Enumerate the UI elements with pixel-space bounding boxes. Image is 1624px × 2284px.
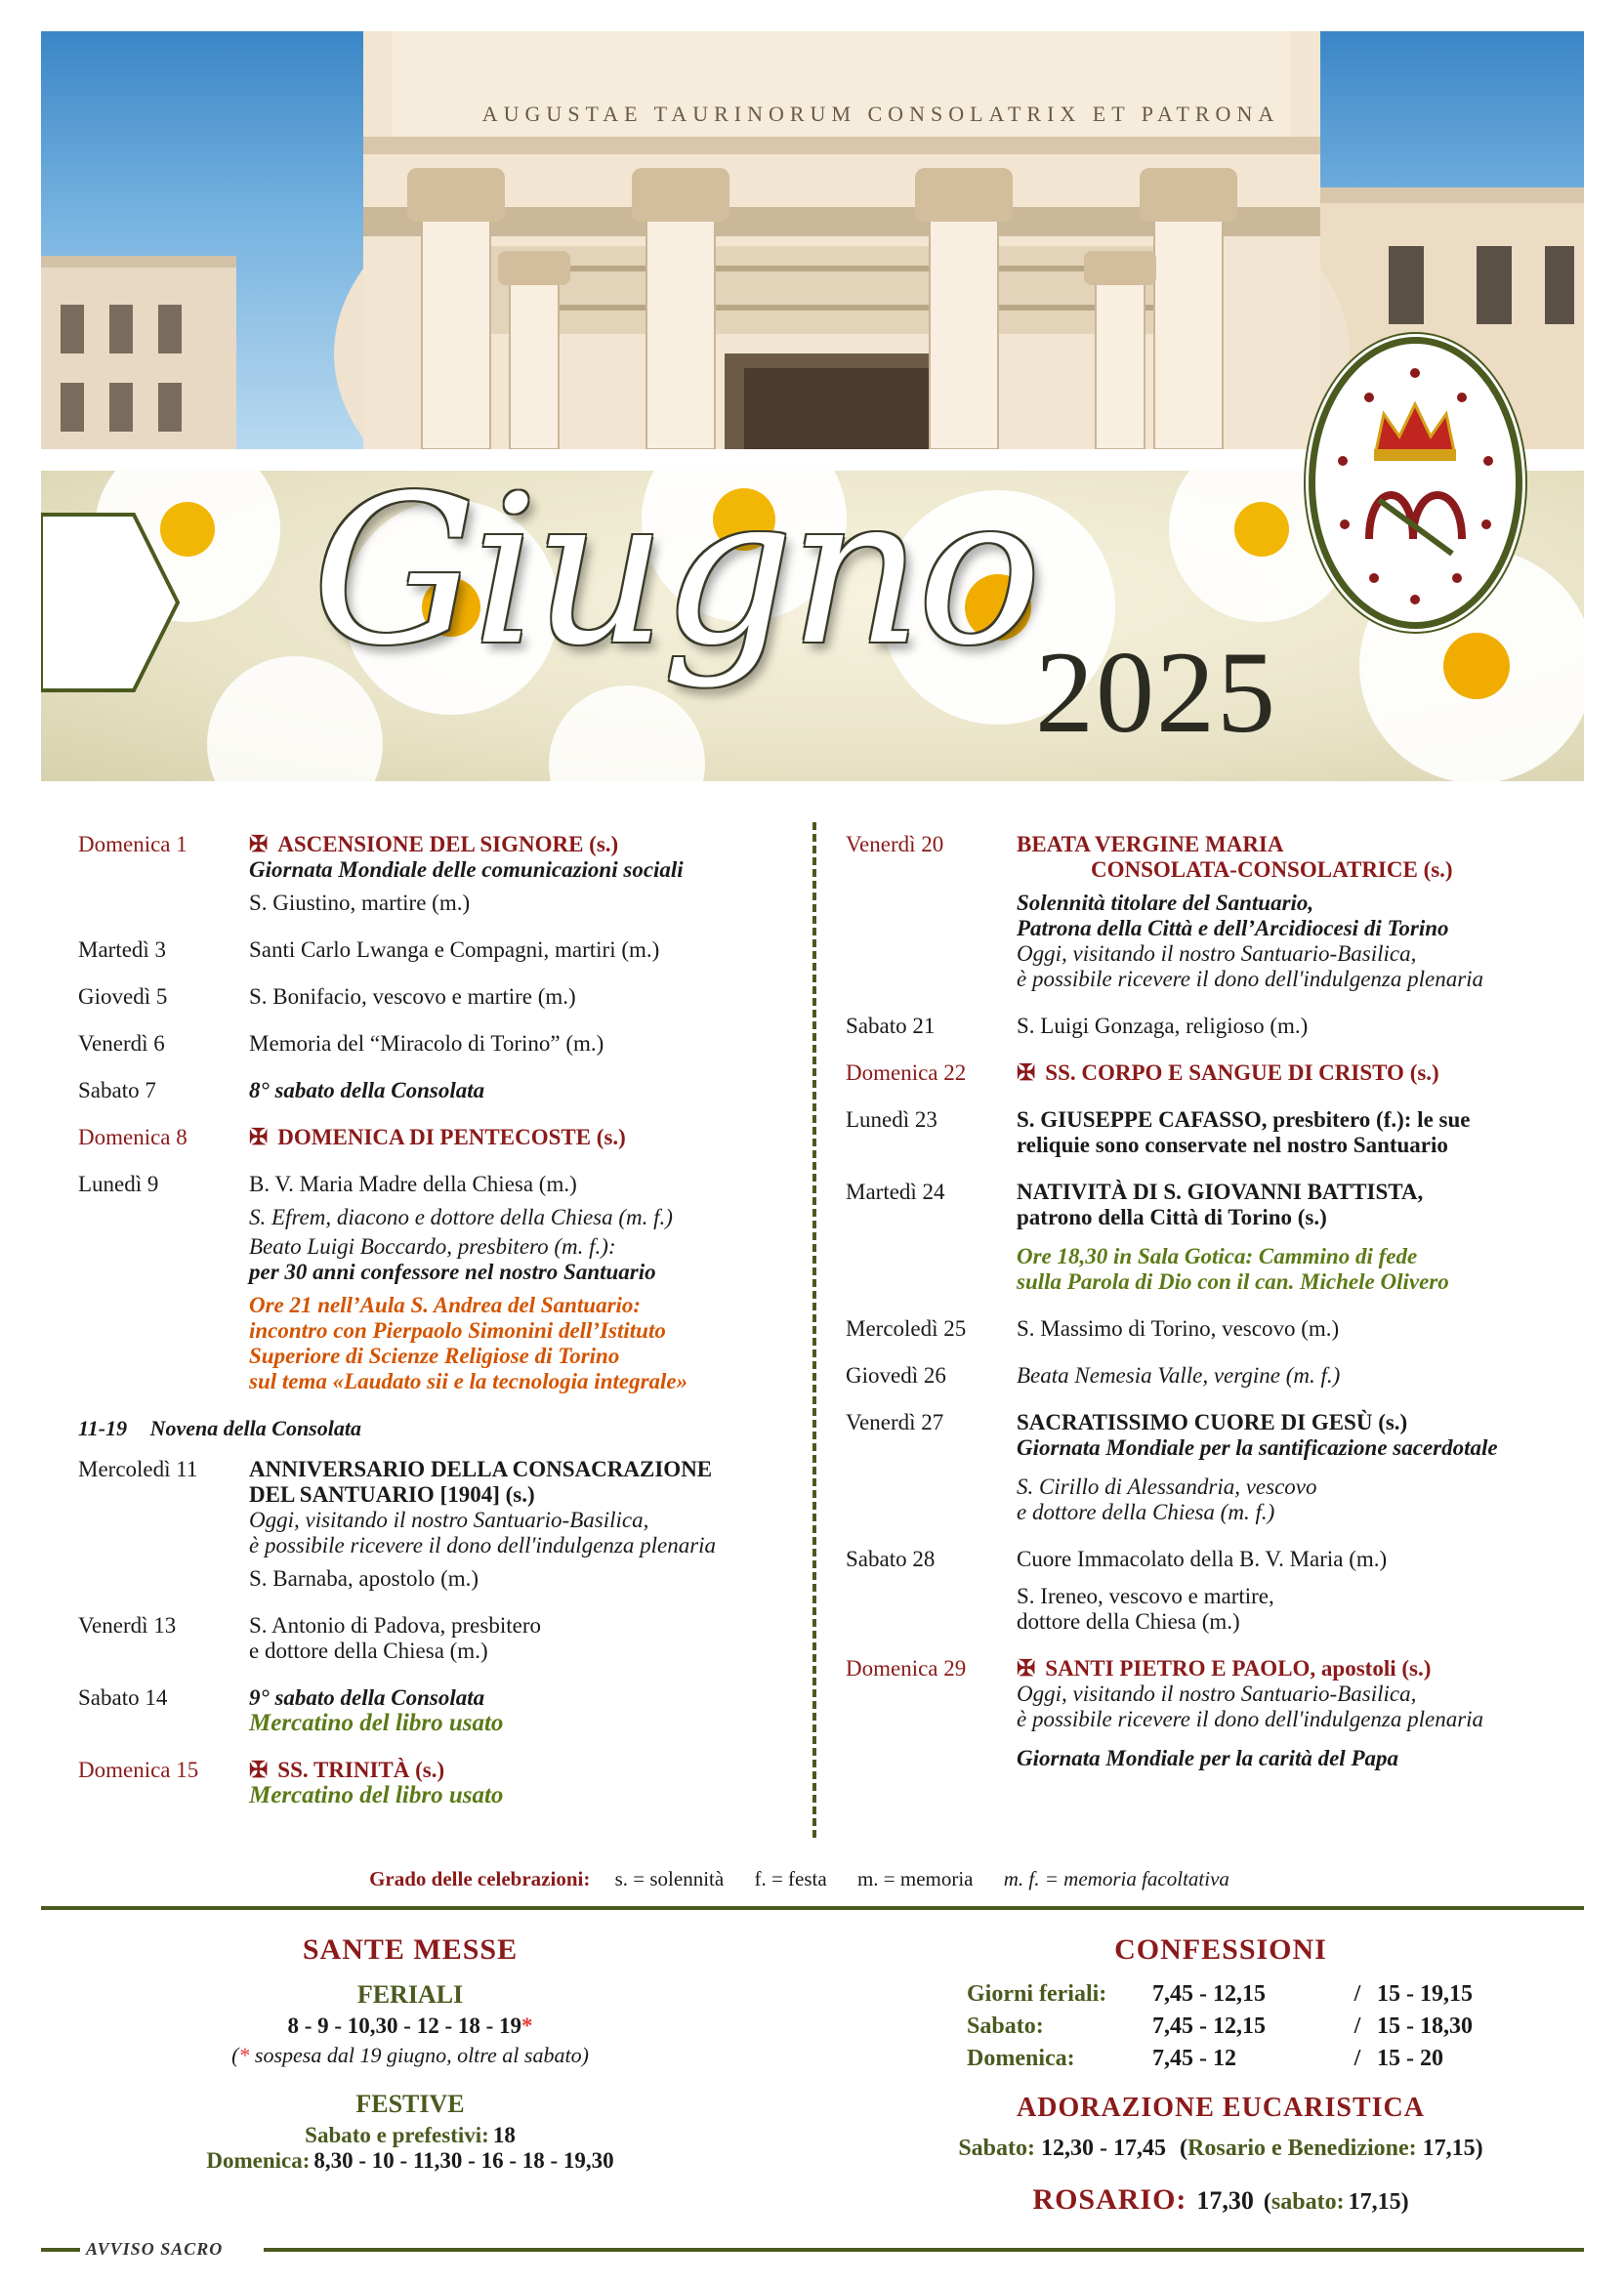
event-text: sulla Parola di Dio con il can. Michele Olivero [1017,1269,1449,1294]
confession-afternoon: 15 - 19,15 [1377,1981,1473,2007]
entry-note: è possibile ricevere il dono dell'indulgenza plenaria [1017,1707,1484,1731]
confession-day: Domenica: [967,2046,1075,2071]
calendar-entry [846,1656,1588,1779]
entry-day: Venerdì 6 [78,1031,165,1056]
cross-icon: ✠ [1017,1656,1036,1681]
event-text: sul tema «Laudato sii e la tecnologia integrale» [249,1369,688,1393]
entry-text: Beata Nemesia Valle, vergine (m. f.) [1017,1363,1341,1388]
entry-text: S. Cirillo di Alessandria, vescovo [1017,1474,1317,1499]
entry-text: S. Efrem, diacono e dottore della Chiesa (m. f.) [249,1205,673,1229]
legend-memoria: m. = memoria [856,1867,974,1890]
entry-title: patrono della Città di Torino (s.) [1017,1205,1327,1229]
domenica-times: 8,30 - 10 - 11,30 - 16 - 18 - 19,30 [313,2148,614,2173]
cross-icon: ✠ [249,1125,269,1149]
entry-day: Mercoledì 25 [846,1316,967,1341]
event-text: incontro con Pierpaolo Simonini dell’Istituto [249,1318,666,1343]
calendar-entry [78,984,801,1017]
feriali-title: FERIALI [356,1980,464,2009]
entry-title: ANNIVERSARIO DELLA CONSACRAZIONE [249,1457,713,1481]
calendar-entry [846,1547,1588,1642]
entry-day: Giovedì 26 [846,1363,946,1388]
entry-title: SS. CORPO E SANGUE DI CRISTO (s.) [1045,1060,1439,1085]
entry-title: SANTI PIETRO E PAOLO, apostoli (s.) [1045,1656,1432,1681]
entry-day: Venerdì 27 [846,1410,944,1434]
entry-day: Sabato 28 [846,1547,936,1571]
adoration-paren: ( [1180,2136,1188,2161]
legend-memoria-facoltativa: m. f. = memoria facoltativa [1003,1867,1229,1890]
novena-dates: 11-19 [78,1416,128,1440]
entry-text: S. Barnaba, apostolo (m.) [249,1566,479,1591]
entry-note: è possibile ricevere il dono dell'indulgenza plenaria [1017,967,1484,991]
rosary-sab-label: sabato: [1270,2189,1345,2215]
entry-day: Lunedì 9 [78,1172,159,1196]
entry-text: B. V. Maria Madre della Chiesa (m.) [249,1172,577,1196]
column-divider [812,822,816,1838]
entry-day: Domenica 1 [78,832,187,856]
entry-note: Giornata Mondiale per la santificazione sacerdotale [1017,1435,1498,1460]
entry-day: Sabato 21 [846,1014,936,1038]
cross-icon: ✠ [249,1758,269,1782]
calendar-entry [78,1031,801,1064]
entry-text: e dottore della Chiesa (m.) [249,1639,488,1663]
entry-title: reliquie sono conservate nel nostro Santuario [1017,1133,1448,1157]
entry-text: e dottore della Chiesa (m. f.) [1017,1500,1275,1524]
entry-text: S. Bonifacio, vescovo e martire (m.) [249,984,576,1009]
entry-text: S. Massimo di Torino, vescovo (m.) [1017,1316,1340,1341]
entry-day: Lunedì 23 [846,1107,937,1132]
entry-day: Domenica 15 [78,1758,199,1782]
rosary-label: ROSARIO: [1032,2183,1187,2216]
note-paren: ( [231,2043,239,2067]
entry-note: Solennità titolare del Santuario, [1017,891,1314,915]
footer-rule-left [41,2248,80,2252]
entry-day: Giovedì 5 [78,984,168,1009]
cross-icon: ✠ [1017,1060,1036,1085]
entry-note: Patrona della Città e dell’Arcidiocesi di Torino [1017,916,1449,940]
entry-title: S. GIUSEPPE CAFASSO, presbitero (f.): le sue [1017,1107,1471,1132]
calendar-entry [78,1758,801,1816]
confession-sep: / [1353,2046,1361,2071]
entry-note: Giornata Mondiale per la carità del Papa [1017,1746,1398,1770]
year-title: 2025 [1035,627,1277,757]
rosary-paren: ( [1263,2189,1271,2215]
entry-text: 8° sabato della Consolata [249,1078,485,1102]
asterisk-mark: * [238,2043,250,2067]
entry-day: Domenica 29 [846,1656,967,1681]
entry-text: S. Giustino, martire (m.) [249,891,471,915]
entry-title: DOMENICA DI PENTECOSTE (s.) [277,1125,626,1149]
confession-afternoon: 15 - 20 [1377,2046,1443,2071]
feriali-times: 8 - 9 - 10,30 - 12 - 18 - 19 [287,2014,522,2038]
section-rule [41,1906,1584,1910]
calendar-entry [846,1180,1588,1303]
legend-label: Grado delle celebrazioni: [369,1867,591,1890]
calendar-entry [78,1685,801,1744]
entry-text: S. Luigi Gonzaga, religioso (m.) [1017,1014,1309,1038]
crown-monogram-icon [1315,344,1516,622]
calendar-entry [78,1078,801,1111]
masses-title: SANTE MESSE [302,1933,519,1966]
entry-text: Memoria del “Miracolo di Torino” (m.) [249,1031,604,1056]
entry-day: Martedì 3 [78,937,167,962]
calendar-entry [846,1363,1588,1396]
entry-title: SACRATISSIMO CUORE DI GESÙ (s.) [1017,1410,1408,1434]
entry-title: BEATA VERGINE MARIA [1017,832,1284,856]
calendar-entry [846,832,1588,1000]
calendar-entry [78,1457,801,1599]
calendar-entry [78,1125,801,1158]
calendar-right-column [846,832,1588,1793]
adoration-label: Sabato: [958,2136,1036,2161]
entry-day: Venerdì 13 [78,1613,177,1638]
calendar-entry [78,1613,801,1672]
confession-row [967,2011,1475,2043]
entry-day: Mercoledì 11 [78,1457,198,1481]
confession-morning: 7,45 - 12,15 [1152,1981,1266,2007]
entry-text: Beato Luigi Boccardo, presbitero (m. f.): [249,1234,616,1259]
confession-row [967,1978,1475,2011]
cross-icon: ✠ [249,832,269,856]
event-text: Ore 18,30 in Sala Gotica: Cammino di fede [1017,1244,1418,1268]
footer-rule-right [264,2248,1584,2252]
novena-label: Novena della Consolata [149,1416,361,1440]
confession-afternoon: 15 - 18,30 [1377,2014,1473,2039]
event-text: Mercatino del libro usato [249,1782,504,1808]
calendar-entry [846,1410,1588,1533]
adoration-times: 12,30 - 17,45 [1041,2136,1167,2161]
sabato-times: 18 [492,2123,516,2147]
calendar-entry [78,1172,801,1402]
calendar-entry [78,937,801,971]
confession-sep: / [1353,2014,1361,2039]
entry-note: è possibile ricevere il dono dell'indulgenza plenaria [249,1533,717,1557]
entry-day: Martedì 24 [846,1180,945,1204]
legend-solennita: s. = solennità [614,1867,725,1890]
rosary-sab-time: 17,15) [1348,2189,1409,2215]
event-text: Superiore di Scienze Religiose di Torino [249,1344,620,1368]
adoration-rb-label: Rosario e Benedizione: [1187,2136,1417,2161]
entry-text: S. Antonio di Padova, presbitero [249,1613,541,1638]
entry-note: Oggi, visitando il nostro Santuario-Basilica, [1017,941,1417,966]
rosary-time: 17,30 [1196,2186,1254,2215]
novena-line [78,1416,801,1441]
entry-day: Sabato 14 [78,1685,168,1710]
entry-text: dottore della Chiesa (m.) [1017,1609,1240,1634]
confession-day: Giorni feriali: [967,1981,1107,2007]
entry-note: Giornata Mondiale delle comunicazioni sociali [249,857,684,882]
entry-title: CONSOLATA-CONSOLATRICE (s.) [1091,857,1453,882]
adoration-rb-time: 17,15) [1422,2136,1483,2161]
entry-day: Domenica 8 [78,1125,187,1149]
entry-note: Oggi, visitando il nostro Santuario-Basilica, [1017,1682,1417,1706]
legend-festa: f. = festa [754,1867,827,1890]
event-text: Mercatino del libro usato [249,1710,504,1736]
calendar-left-column [78,832,801,1830]
confession-morning: 7,45 - 12 [1152,2046,1236,2071]
confessions-block [859,1933,1582,2217]
calendar-entry [846,1060,1588,1094]
entry-day: Domenica 22 [846,1060,967,1085]
feriali-note: sospesa dal 19 giugno, oltre al sabato) [254,2043,589,2067]
entry-title: DEL SANTUARIO [1904] (s.) [249,1482,535,1507]
entry-title: NATIVITÀ DI S. GIOVANNI BATTISTA, [1017,1180,1424,1204]
entry-text: 9° sabato della Consolata [249,1685,485,1710]
month-title: Giugno [312,451,1038,690]
domenica-label: Domenica: [206,2148,311,2173]
avviso-sacro: AVVISO SACRO [86,2239,224,2259]
entry-day: Venerdì 20 [846,832,944,856]
confession-sep: / [1353,1981,1361,2007]
festive-title: FESTIVE [355,2090,465,2118]
celebration-legend [0,1867,1624,1891]
calendar-entry [846,1316,1588,1350]
calendar-entry [846,1014,1588,1047]
entry-text: per 30 anni confessore nel nostro Santuario [249,1260,656,1284]
entry-text: Cuore Immacolato della B. V. Maria (m.) [1017,1547,1388,1571]
entry-text: Santi Carlo Lwanga e Compagni, martiri (m.) [249,937,660,962]
entry-note: Oggi, visitando il nostro Santuario-Basilica, [249,1508,649,1532]
event-text: Ore 21 nell’Aula S. Andrea del Santuario: [249,1293,642,1317]
entry-day: Sabato 7 [78,1078,156,1102]
entry-title: ASCENSIONE DEL SIGNORE (s.) [277,832,619,856]
adoration-title: ADORAZIONE EUCARISTICA [1017,2093,1425,2123]
calendar-entry [846,1107,1588,1166]
entry-text: S. Ireneo, vescovo e martire, [1017,1584,1274,1608]
masses-block [59,1933,762,2174]
entry-title: SS. TRINITÀ (s.) [277,1758,445,1782]
facade-inscription: AUGUSTAE TAURINORUM CONSOLATRIX ET PATRONA [481,102,1280,126]
consolata-emblem [1309,337,1522,629]
confession-day: Sabato: [967,2014,1044,2039]
asterisk-mark: * [521,2014,533,2038]
confession-row [967,2043,1475,2075]
sabato-label: Sabato e prefestivi: [305,2123,489,2147]
confessions-title: CONFESSIONI [1114,1933,1327,1966]
confession-morning: 7,45 - 12,15 [1152,2014,1266,2039]
calendar-entry [78,832,801,924]
